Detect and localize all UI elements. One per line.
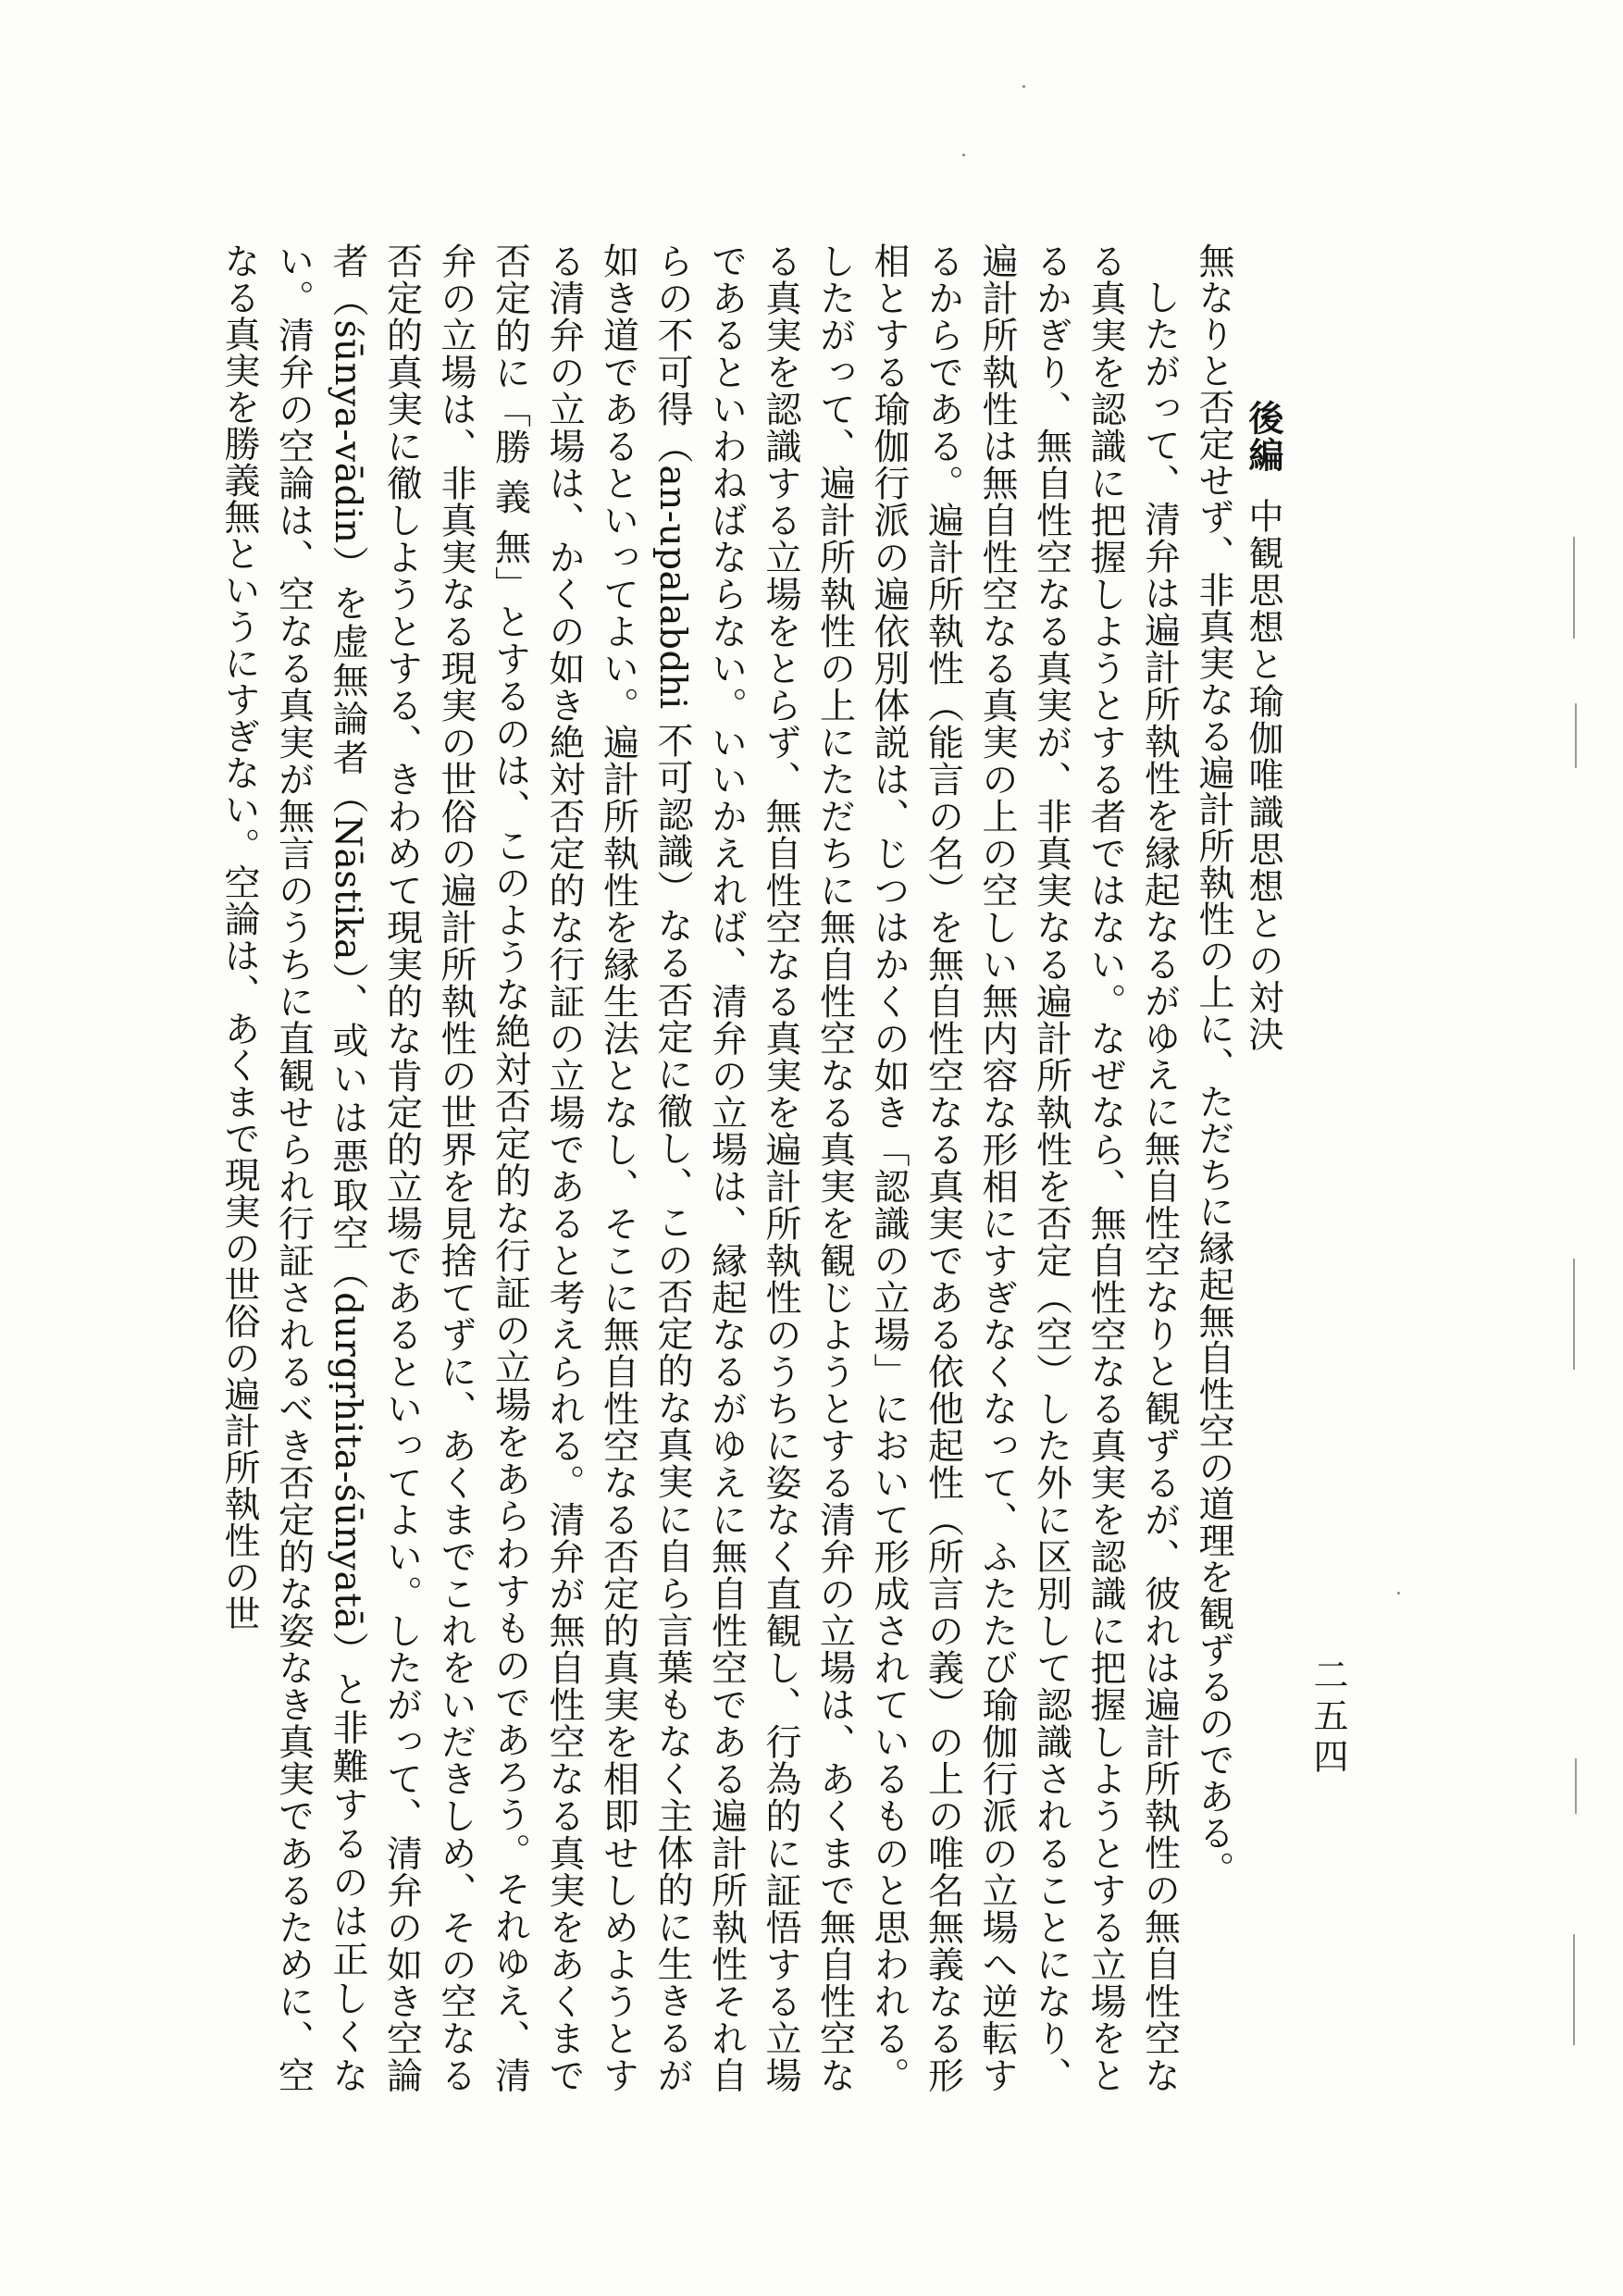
scan-speck — [1022, 85, 1025, 88]
running-head-part: 後編 — [1243, 400, 1284, 474]
paragraph-1: 無なりと否定せず、非真実なる遍計所執性の上に、ただちに縁起無自性空の道理を観ずるのである。 — [1193, 242, 1234, 1888]
scan-edge-mark — [1573, 1934, 1575, 2045]
running-head — [1235, 400, 1291, 2029]
scan-speck — [1397, 1592, 1400, 1595]
scan-edge-mark — [1573, 1259, 1575, 1370]
page-number: 二五四 — [1307, 1657, 1348, 1779]
body-text — [167, 242, 1240, 2093]
scan-speck — [962, 154, 965, 156]
running-head-title: 中観思想と瑜伽唯識思想との対決 — [1243, 498, 1283, 1053]
scan-edge-mark — [1575, 703, 1577, 768]
paragraph-2: したがって、清弁は遍計所執性を縁起なるがゆえに無自性空なりと観ずるが、彼れは遍計所執性の無自性空なる真実を認識に把握しようとする者ではない。なぜなら、無自性空なる真実を認識に把握しようとする立場をとるかぎり、無自性空なる真実が、非真実なる遍計所執性を否定（空）した外に区別して認識されることになり、遍計所執性は無自性空なる真実の上の空しい無内容な形相にすぎなくなって、ふたたび瑜伽行派の立場へ逆転するからである。遍計所執性（能言の名）を無自性空なる真実である依他起性（所言の義）の上の唯名無義なる形相とする瑜伽行派の遍依別体説は、じつはかくの如き「認識の立場」において形成されているものと思われる。したがって、遍計所執性の上にただちに無自性空なる真実を観じようとする清弁の立場は、あくまで無自性空なる真実を認識する立場をとらず、無自性空なる真実を遍計所執性のうちに姿なく直観し、行為的に証悟する立場であるといわねばならない。いいかえれば、清弁の立場は、縁起なるがゆえに無自性空である遍計所執性それ自らの不可得（an-upalabdhi 不可認識）なる否定に徹し、この否定的な真実に自ら言葉もなく主体的に生きるが如き道であるといってよい。遍計所執性を縁生法となし、そこに無自性空なる否定的真実を相即せしめようとする清弁の立場は、かくの如き絶対否定的な行証の立場であると考えられる。清弁が無自性空なる真実をあくまで否定的に「勝 義 無」とするのは、このような絶対否定的な行証の立場をあらわすものであろう。それゆえ、清弁の立場は、非真実なる現実の世俗の遍計所執性の世界を見捨てずに、あくまでこれをいだきしめ、その空なる否定的真実に徹しようとする、きわめて現実的な肯定的立場であるといってよい。したがって、清弁の如き空論者（śūnya-vādin）を虚無論者（Nāstika）、或いは悪取空（durgṛhita-śūnyatā）と非難するのは正しくない。清弁の空論は、空なる真実が無言のうちに直観せられ行証されるべき否定的な姿なき真実であるために、空なる真実を勝義無というにすぎない。空論は、あくまで現実の世俗の遍計所執性の世 — [218, 242, 1181, 2093]
scan-edge-mark — [1573, 537, 1575, 639]
scan-edge-mark — [1575, 1758, 1577, 1814]
